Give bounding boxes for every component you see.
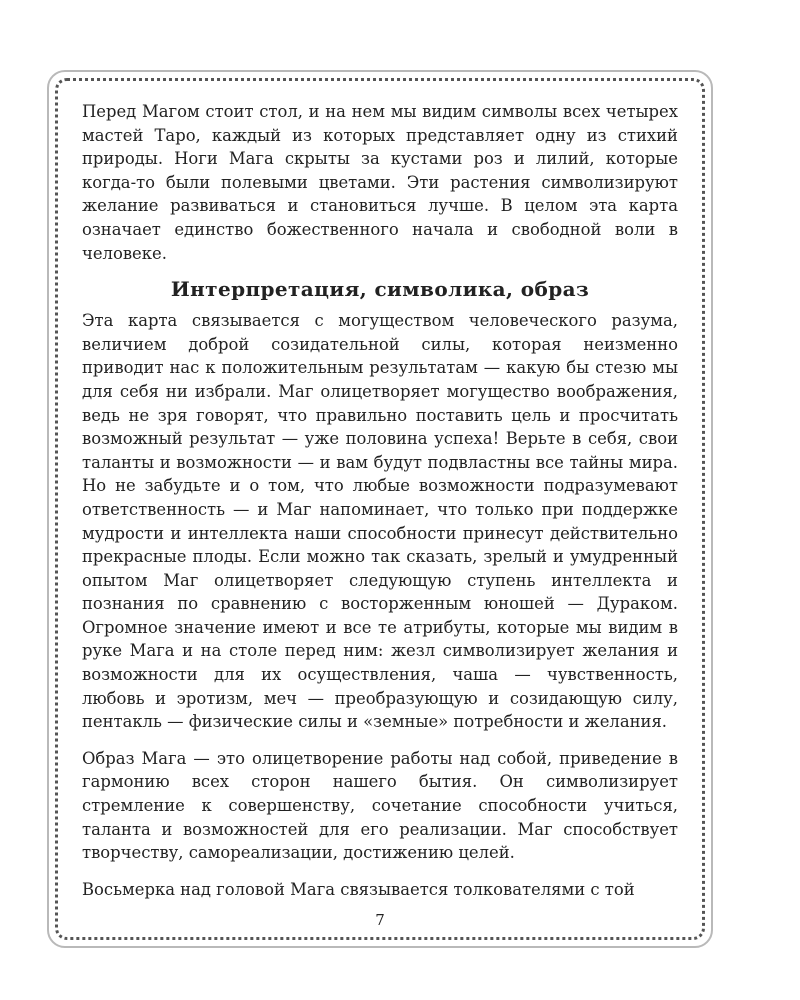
image-paragraph: Образ Мага — это олицетворение работы над собой, приведение в гармонию всех сторон нашего бытия. Он символизирует стремление к совершенству, сочетание способности учиться, таланта и возможностей для его реализации. Маг способствует творчеству, самореализации, достижению целей.	[82, 748, 678, 863]
interpretation-paragraph: Эта карта связывается с могуществом человеческого разума, величием доброй созидательной силы, которая неизменно приводит нас к положительным результатам — какую бы стезю мы для себя ни избрали. Маг олицетворяет могущество воображения, ведь не зря говорят, что правильно поставить цель и просчитать возможный результат — уже половина успеха! Верьте в себя, свои таланты и возможности — и вам будут подвластны все тайны мира. Но не забудьте и о том, что любые возможности подразумевают ответственность — и Маг напоминает, что только при поддержке мудрости и интеллекта наши способности принесут действительно прекрасные плоды. Если можно так сказать, зрелый и умудренный опытом Маг олицетворяет следующую ступень интеллекта и познания по сравнению с восторженным юношей — Дураком. Огромное значение имеют и все те атрибуты, которые мы видим в руке Мага и на столе перед ним: жезл символизирует желания и возможности для их осуществления, чаша — чувственность, любовь и эротизм, меч — преобразующую и созидающую силу, пентакль — физические силы и «земные» потребности и желания.	[82, 311, 678, 732]
page-content	[82, 100, 678, 901]
continuation-paragraph: Восьмерка над головой Мага связывается толкователями с той	[82, 879, 635, 899]
intro-paragraph: Перед Магом стоит стол, и на нем мы видим символы всех четырех мастей Таро, каждый из которых представляет одну из стихий природы. Ноги Мага скрыты за кустами роз и лилий, которые когда-то были полевыми цветами. Эти растения символизируют желание развиваться и становиться лучше. В целом эта карта означает единство божественного начала и свободной воли в человеке.	[82, 102, 678, 263]
section-heading: Интерпретация, символика, образ	[170, 277, 590, 302]
page-number: 7	[375, 911, 385, 929]
